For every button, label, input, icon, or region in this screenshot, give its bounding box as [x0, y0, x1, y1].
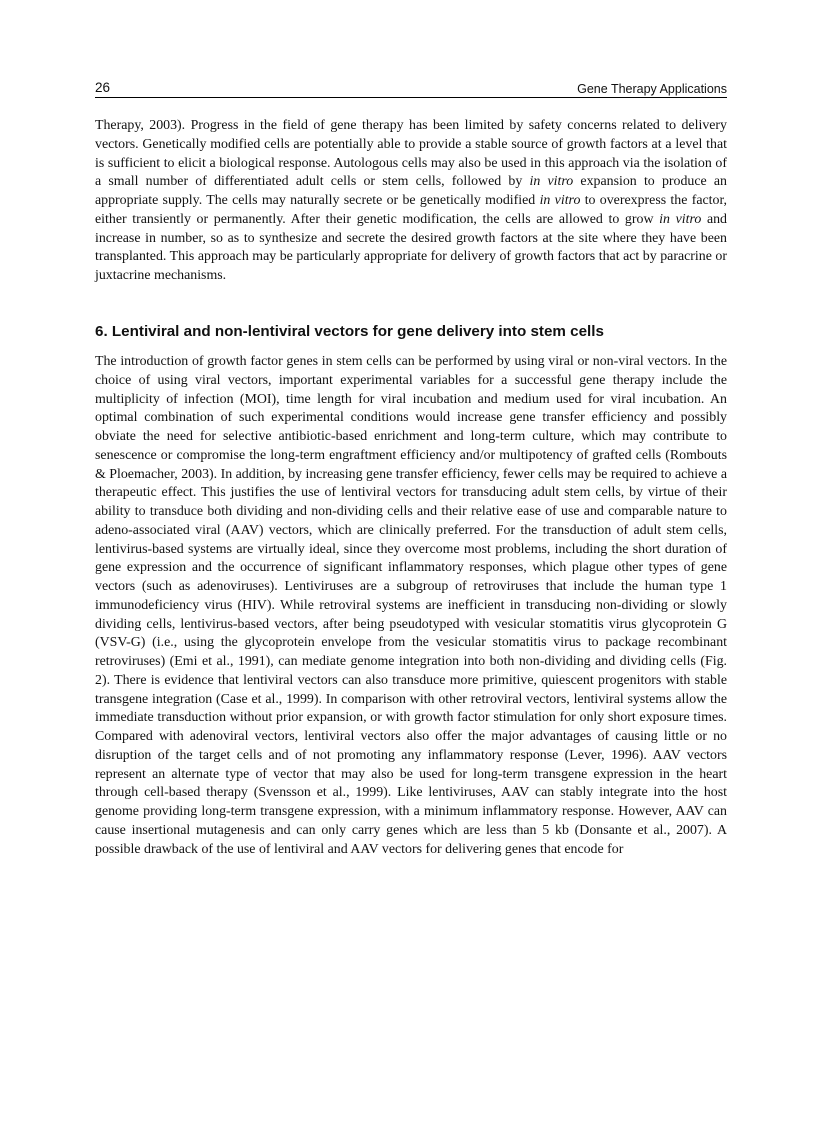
- paragraph-text: and increase in number, so as to synthesize and secrete the desired growth factors at the site where they have been transplanted. This approach may be particularly appropriate for delivery of growth factors that act by paracrine or juxtacrine mechanisms.: [95, 211, 727, 283]
- paragraph-text: to overexpress the factor, either transiently or permanently. After their genetic modification, the cells are allowed to grow: [95, 193, 728, 227]
- page-header: [95, 80, 727, 98]
- italic-term: in vitro: [529, 174, 574, 190]
- paragraph-text: expansion to produce an appropriate supply. The cells may naturally secrete or be genetically modified: [95, 174, 727, 208]
- italic-term: in vitro: [659, 211, 702, 227]
- paragraph-vectors: The introduction of growth factor genes in stem cells can be performed by using viral or non-viral vectors. In the choice of using viral vectors, important experimental variables for a successful gene therapy include the multiplicity of infection (MOI), time length for viral incubation and medium used for viral incubation. An optimal combination of such experimental conditions would increase gene transfer efficiency and possibly obviate the need for selective antibiotic-based enrichment and long-term culture, which may contribute to senescence or compromise the long-term engraftment efficiency and/or multipotency of grafted cells (Rombouts & Ploemacher, 2003). In addition, by increasing gene transfer efficiency, fewer cells may be required to achieve a therapeutic effect. This justifies the use of lentiviral vectors for transducing adult stem cells, by virtue of their ability to transduce both dividing and non-dividing cells and their relative ease of use and comparable nature to adeno-associated viral (AAV) vectors, which are clinically preferred. For the transduction of adult stem cells, lentivirus-based systems are virtually ideal, since they overcome most problems, including the short duration of gene expression and the occurrence of significant inflammatory responses, which plague other types of gene vectors (such as adenoviruses). Lentiviruses are a subgroup of retroviruses that include the human type 1 immunodeficiency virus (HIV). While retroviral systems are inefficient in transducing non-dividing or slowly dividing cells, lentivirus-based vectors, after being pseudotyped with vesicular stomatitis virus glycoprotein G (VSV-G) (i.e., using the glycoprotein envelope from the vesicular stomatitis virus to package recombinant retroviruses) (Emi et al., 1991), can mediate genome integration into both non-dividing and dividing cells (Fig. 2). There is evidence that lentiviral vectors can also transduce more primitive, quiescent progenitors with stable transgene integration (Case et al., 1999). In comparison with other retroviral vectors, lentiviral systems allow the immediate transduction without prior expansion, or with growth factor stimulation for only short exposure times. Compared with adenoviral vectors, lentiviral vectors also offer the major advantages of causing little or no disruption of the target cells and of not promoting any inflammatory response (Lever, 1996). AAV vectors represent an alternate type of vector that may also be used for long-term transgene expression in the heart through cell-based therapy (Svensson et al., 1999). Like lentiviruses, AAV can stably integrate into the host genome providing long-term transgene expression, with a minimum inflammatory response. However, AAV can cause insertional mutagenesis and can only carry genes which are less than 5 kb (Donsante et al., 2007). A possible drawback of the use of lentiviral and AAV vectors for delivering genes that encode for: [95, 354, 727, 857]
- paragraph-intro: [95, 117, 727, 286]
- page-number: 26: [95, 80, 111, 95]
- section-heading: 6. Lentiviral and non-lentiviral vectors for gene delivery into stem cells: [95, 323, 604, 340]
- italic-term: in vitro: [539, 193, 581, 208]
- paragraph-text: Therapy, 2003). Progress in the field of gene therapy has been limited by safety concerns related to delivery vectors. Genetically modified cells are potentially able to provide a stable source of growth factors at a level that is sufficient to elicit a biological response. Autologous cells may also be used in this approach via the isolation of a small number of differentiated adult cells or stem cells, followed by: [95, 118, 727, 190]
- running-title: Gene Therapy Applications: [577, 82, 727, 96]
